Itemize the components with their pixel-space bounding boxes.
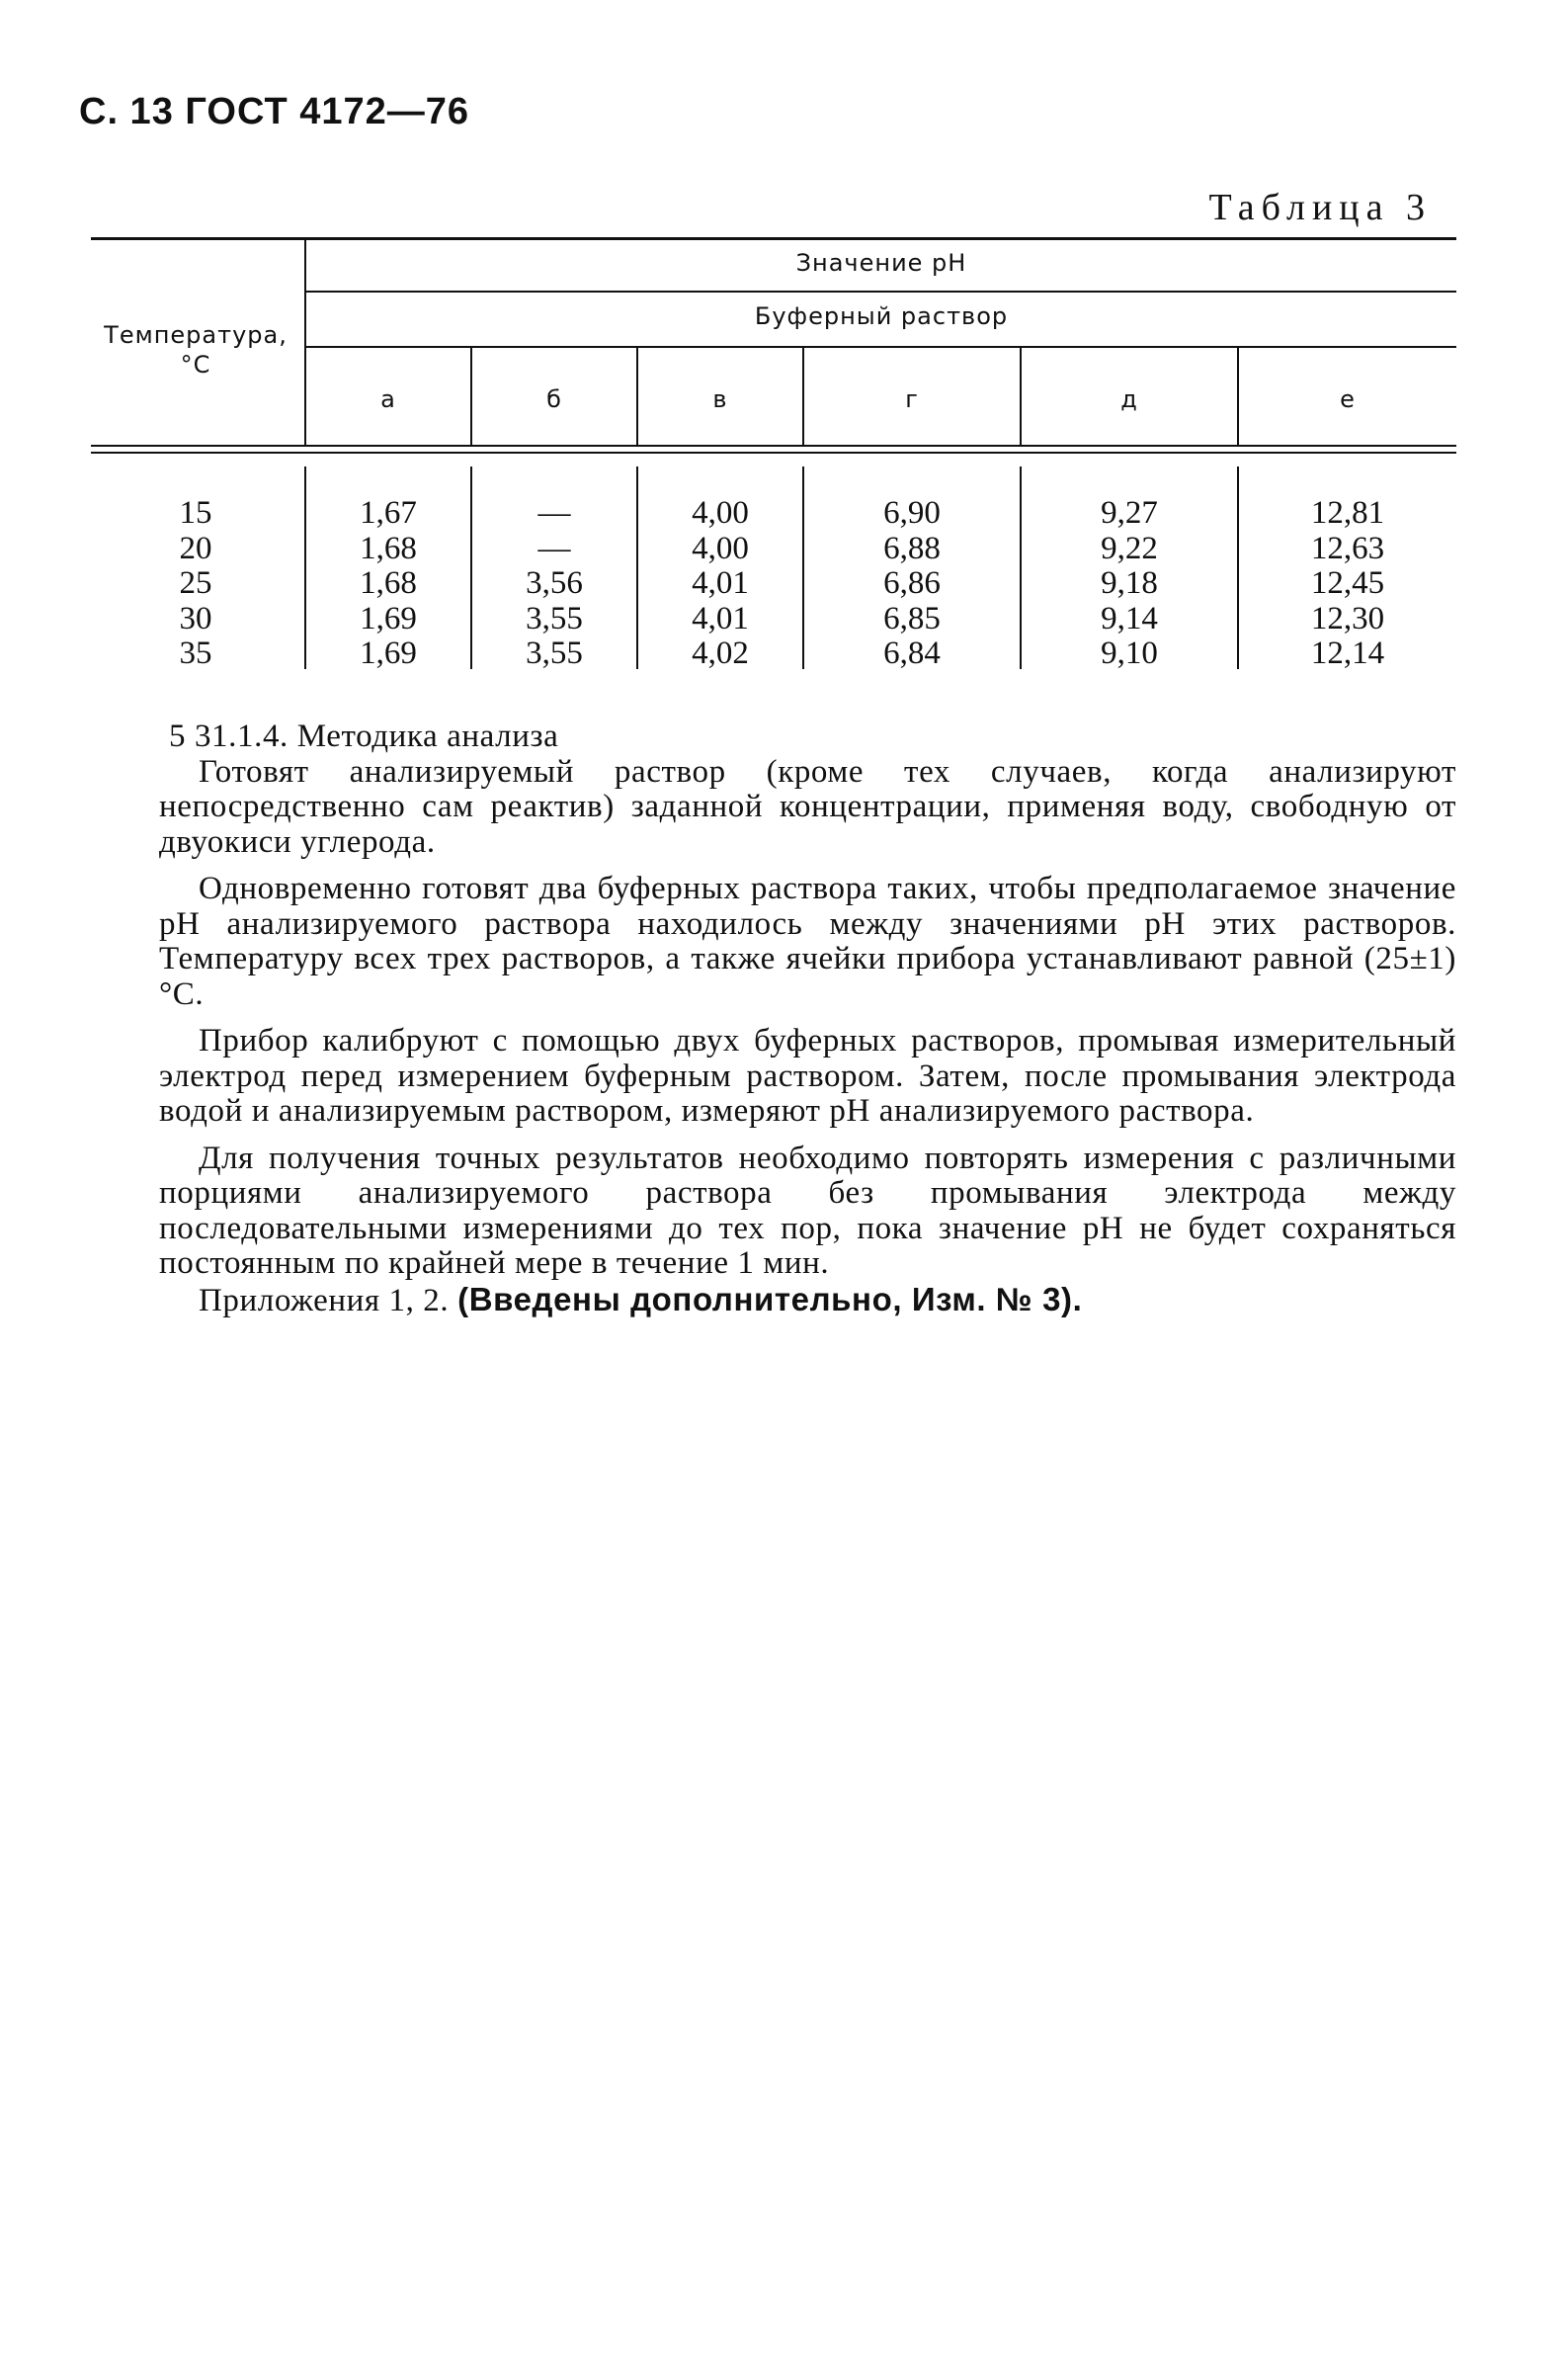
header-double-rule-1 <box>91 445 1456 447</box>
header-col-v: в <box>712 385 728 413</box>
table-cell: 12,63 <box>1310 530 1385 566</box>
table-cell: 25 <box>179 565 212 601</box>
section-heading: 5 31.1.4. Методика анализа <box>169 719 559 754</box>
paragraph: Одновременно готовят два буферных раствора таких, чтобы предполагаемое значение pH анализируемого раствора находилось между значениями pH этих растворов. Температуру всех трех растворов, а также ячейки прибора устанавливают равной (25±1) °С. <box>159 871 1456 1012</box>
column-e <box>1239 496 1456 672</box>
column-temperature <box>91 496 300 672</box>
table-cell: 15 <box>179 495 212 531</box>
method-section <box>159 720 1456 1318</box>
column-v <box>638 496 802 672</box>
header-col-b: б <box>546 385 562 413</box>
table-cell: 9,18 <box>1101 565 1158 601</box>
table-cell: — <box>537 495 571 531</box>
column-d <box>1022 496 1237 672</box>
table-top-rule <box>91 237 1456 240</box>
header-temperature: Температура, °С <box>104 321 288 379</box>
ph-table <box>91 237 1456 672</box>
table-cell: 12,81 <box>1310 495 1385 531</box>
table-cell: 3,55 <box>526 600 583 636</box>
table-cell: 6,85 <box>883 600 941 636</box>
column-a <box>306 496 470 672</box>
table-cell: 4,00 <box>692 530 749 566</box>
table-cell: 12,14 <box>1310 635 1385 671</box>
table-cell: 9,27 <box>1101 495 1158 531</box>
table-cell: 1,69 <box>360 635 417 671</box>
table-cell: 6,84 <box>883 635 941 671</box>
rule-under-buffer <box>306 346 1456 348</box>
header-double-rule-2 <box>91 452 1456 454</box>
header-col-d: д <box>1120 385 1138 413</box>
table-cell: 9,14 <box>1101 600 1158 636</box>
table-cell: 3,55 <box>526 635 583 671</box>
column-b <box>472 496 636 672</box>
amendment-note: (Введены дополнительно, Изм. № 3). <box>457 1280 1083 1317</box>
table-cell: 1,68 <box>360 530 417 566</box>
rule-under-ph <box>306 291 1456 293</box>
column-g <box>804 496 1020 672</box>
table-cell: 1,67 <box>360 495 417 531</box>
appendix-note-text: Приложения 1, 2. <box>199 1282 458 1318</box>
table-cell: 30 <box>179 600 212 636</box>
table-cell: 1,68 <box>360 565 417 601</box>
header-col-e: е <box>1340 385 1356 413</box>
table-cell: 35 <box>179 635 212 671</box>
table-cell: 1,69 <box>360 600 417 636</box>
table-cell: 6,90 <box>883 495 941 531</box>
table-cell: 3,56 <box>526 565 583 601</box>
paragraph: Прибор калибруют с помощью двух буферных растворов, промывая измерительный электрод перед измерением буферным раствором. Затем, после промывания электрода водой и анализируемым раствором, измеряют pH анализируемого раствора. <box>159 1023 1456 1129</box>
table-cell: 9,22 <box>1101 530 1158 566</box>
table-cell: 6,88 <box>883 530 941 566</box>
table-cell: 9,10 <box>1101 635 1158 671</box>
table-cell: 20 <box>179 530 212 566</box>
page-header: С. 13 ГОСТ 4172—76 <box>79 91 470 132</box>
header-col-g: г <box>905 385 919 413</box>
paragraph: Готовят анализируемый раствор (кроме тех случаев, когда анализируют непосредственно сам реактив) заданной концентрации, применяя воду, свободную от двуокиси углерода. <box>159 753 1456 860</box>
table-cell: 4,00 <box>692 495 749 531</box>
table-caption: Таблица 3 <box>1208 187 1432 228</box>
header-col-a: а <box>380 385 396 413</box>
table-cell: 12,30 <box>1310 600 1385 636</box>
table-cell: 4,01 <box>692 600 749 636</box>
appendix-note <box>159 1282 1456 1319</box>
header-buffer-solution: Буферный раствор <box>754 302 1009 330</box>
paragraph: Для получения точных результатов необходимо повторять измерения с различными порциями анализируемого раствора без промывания электрода между последовательными измерениями до тех пор, пока значение pH не будет сохраняться постоянным по крайней мере в течение 1 мин. <box>159 1140 1456 1281</box>
header-ph-value: Значение pH <box>795 249 967 277</box>
table-cell: — <box>537 530 571 566</box>
table-cell: 4,01 <box>692 565 749 601</box>
table-cell: 4,02 <box>692 635 749 671</box>
table-cell: 12,45 <box>1310 565 1385 601</box>
table-cell: 6,86 <box>883 565 941 601</box>
